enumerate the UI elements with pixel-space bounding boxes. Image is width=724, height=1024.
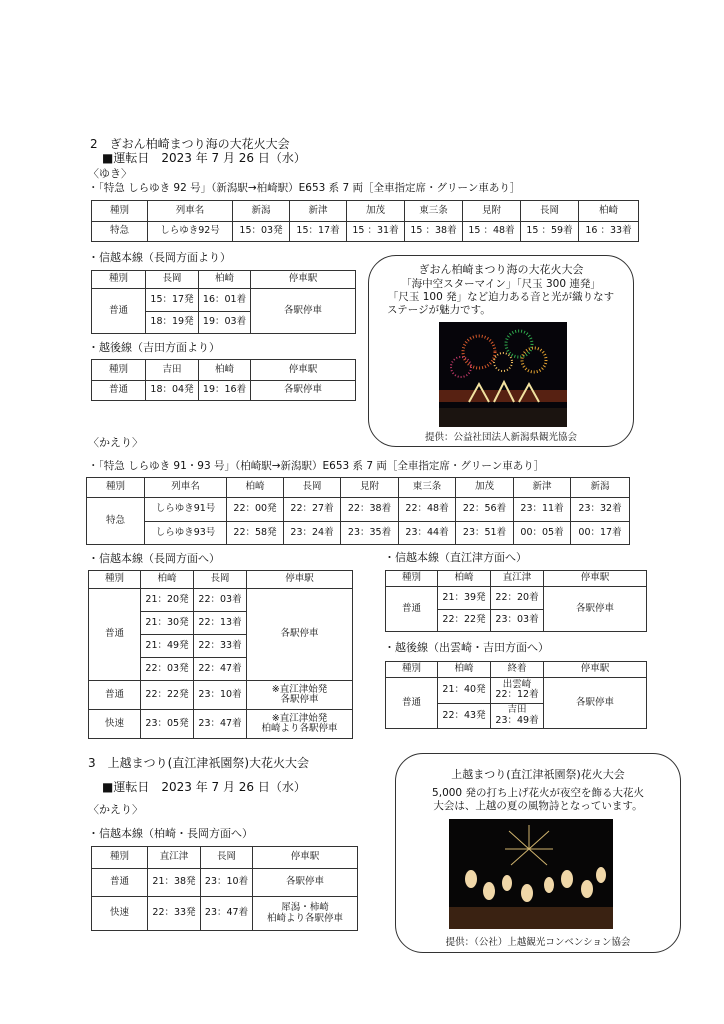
destination: 出雲崎 [502, 678, 532, 690]
cell [491, 703, 544, 729]
note-line: 犀潟・柿崎 [281, 902, 329, 914]
header-cell: 列車名 [148, 201, 233, 222]
header-cell: 種別 [386, 571, 438, 587]
cell: 15 ：38着 [405, 221, 463, 242]
info-box-line: 大会は、上越の夏の風物詩となっています。 [433, 800, 643, 812]
express-outbound-table [91, 200, 639, 242]
cell: 22：13着 [194, 612, 247, 635]
cell: 22：58発 [227, 521, 284, 545]
cell: 特急 [87, 498, 145, 545]
destination: 吉田 [507, 704, 527, 716]
table-header-row [89, 571, 353, 589]
cell: 00：05着 [514, 521, 571, 545]
arrival-time: 22：12着 [495, 689, 539, 701]
cell: 19：16着 [199, 380, 251, 401]
express-outbound-title: ・「特急 しらゆき 92 号」（新潟駅→柏崎駅）E653 系 7 両［全車指定席・グリーン車あり］ [88, 182, 521, 194]
cell: 21：39発 [438, 587, 491, 610]
cell: 普通 [89, 589, 141, 681]
table-row [386, 678, 647, 704]
cell: 22：03発 [141, 658, 194, 681]
fireworks-photo [439, 322, 567, 427]
cell [247, 681, 353, 710]
header-cell: 柏崎 [199, 271, 251, 289]
cell: 23：51着 [456, 521, 514, 545]
header-cell: 長岡 [194, 571, 247, 589]
cell: 15 ：31着 [347, 221, 405, 242]
cell: 21：38発 [148, 869, 201, 897]
table-row [89, 589, 353, 612]
outbound-label: 〈ゆき〉 [88, 167, 132, 180]
header-cell: 種別 [92, 201, 148, 222]
cell: 23：24着 [284, 521, 341, 545]
info-box-line: ステージが魅力です。 [387, 304, 491, 316]
info-box-line: 「海中空スターマイン」「尺玉 300 連発」 [401, 278, 601, 290]
cell: 23：44着 [399, 521, 456, 545]
cell: 23：10着 [194, 681, 247, 710]
cell: 15：17発 [146, 289, 199, 312]
cell: 16：01着 [199, 289, 251, 312]
fireworks-image [439, 322, 567, 427]
header-cell: 柏崎 [227, 478, 284, 498]
header-cell: 加茂 [347, 201, 405, 222]
cell: 22：22発 [141, 681, 194, 710]
header-cell: 長岡 [146, 271, 199, 289]
section3-table [91, 846, 358, 931]
header-cell: 列車名 [145, 478, 227, 498]
cell: 22：38着 [341, 498, 399, 522]
cell: 各駅停車 [544, 587, 647, 632]
header-cell: 停車駅 [544, 662, 647, 678]
cell: 23：11着 [514, 498, 571, 522]
header-cell: 吉田 [146, 360, 199, 381]
table-row [87, 521, 630, 545]
section3-return-label: 〈かえり〉 [88, 803, 143, 816]
cell: しらゆき91号 [145, 498, 227, 522]
shinetsu-to-naoetsu-table [385, 570, 647, 632]
cell: 19：03着 [199, 311, 251, 334]
cell: 15 ：59着 [521, 221, 579, 242]
note-line: 各駅停車 [280, 694, 319, 705]
cell: 各駅停車 [251, 289, 356, 334]
header-cell: 種別 [87, 478, 145, 498]
shinetsu-to-nagaoka-title: ・信越本線（長岡方面へ） [88, 552, 220, 565]
cell: 23：05発 [141, 710, 194, 739]
cell: 22：22発 [438, 609, 491, 632]
express-return-title: ・「特急 しらゆき 91・93 号」（柏崎駅→新潟駅）E653 系 7 両［全車指定席・グリーン車あり］ [88, 460, 545, 472]
header-cell: 種別 [386, 662, 438, 678]
cell: 21：49発 [141, 635, 194, 658]
cell: 22：00発 [227, 498, 284, 522]
header-cell: 停車駅 [247, 571, 353, 589]
header-cell: 加茂 [456, 478, 514, 498]
header-cell: 柏崎 [141, 571, 194, 589]
cell [491, 678, 544, 704]
info-box-line: 「尺玉 100 発」など迫力ある音と光が織りなす [387, 291, 615, 303]
shinetsu-inbound-table [91, 270, 356, 334]
cell: 22：43発 [438, 703, 491, 729]
header-cell: 長岡 [521, 201, 579, 222]
photo-credit: 提供：公益社団法人新潟県観光協会 [424, 432, 577, 443]
header-cell: 長岡 [201, 847, 253, 869]
cell: 16 ：33着 [579, 221, 639, 242]
header-cell: 新潟 [233, 201, 290, 222]
cell: 00：17着 [571, 521, 630, 545]
header-cell: 東三条 [399, 478, 456, 498]
photo-credit: 提供：（公社）上越観光コンベンション協会 [445, 937, 631, 948]
cell: 22：20着 [491, 587, 544, 610]
header-cell: 見附 [463, 201, 521, 222]
header-cell: 柏崎 [438, 662, 491, 678]
header-cell: 見附 [341, 478, 399, 498]
cell: 22：33着 [194, 635, 247, 658]
cell: 普通 [89, 681, 141, 710]
section2-title: 2 ぎおん柏崎まつり海の大花火大会 [90, 137, 290, 151]
shinetsu-to-naoetsu-title: ・信越本線（直江津方面へ） [384, 551, 527, 564]
info-box-title: ぎおん柏崎まつり海の大花火大会 [418, 263, 584, 276]
cell: 23：47着 [194, 710, 247, 739]
cell: しらゆき93号 [145, 521, 227, 545]
echigo-outbound-title: ・越後線（出雲崎・吉田方面へ） [384, 641, 549, 654]
cell: 各駅停車 [251, 380, 356, 401]
table-row [92, 897, 358, 931]
header-cell: 東三条 [405, 201, 463, 222]
cell: 普通 [92, 869, 148, 897]
cell: 各駅停車 [544, 678, 647, 729]
cell: 快速 [89, 710, 141, 739]
cell: 18：04発 [146, 380, 199, 401]
lanterns-fireworks-image [449, 819, 613, 929]
table-header-row [92, 847, 358, 869]
section3-title: 3 上越まつり(直江津祇園祭)大花火大会 [88, 756, 309, 770]
info-box-line: 5,000 発の打ち上げ花火が夜空を飾る大花火 [432, 787, 644, 799]
cell: 23：47着 [201, 897, 253, 931]
header-cell: 長岡 [284, 478, 341, 498]
joetsu-info-box [395, 753, 681, 953]
header-cell: 直江津 [491, 571, 544, 587]
cell [253, 897, 358, 931]
note-line: 柏崎より各駅停車 [261, 723, 338, 734]
cell: 22：48着 [399, 498, 456, 522]
header-cell: 種別 [92, 360, 146, 381]
cell: 21：40発 [438, 678, 491, 704]
header-cell: 柏崎 [579, 201, 639, 222]
cell: 15：17着 [290, 221, 347, 242]
header-cell: 新潟 [571, 478, 630, 498]
cell: 普通 [386, 678, 438, 729]
table-row [89, 681, 353, 710]
cell: 各駅停車 [253, 869, 358, 897]
echigo-outbound-table [385, 661, 647, 729]
kashiwazaki-info-box [368, 255, 634, 447]
cell: 22：47着 [194, 658, 247, 681]
header-cell: 種別 [92, 271, 146, 289]
cell: 23：35着 [341, 521, 399, 545]
arrival-time: 23：49着 [495, 714, 539, 726]
section3-line-title: ・信越本線（柏崎・長岡方面へ） [88, 827, 253, 840]
header-cell: 直江津 [148, 847, 201, 869]
cell: 15：03発 [233, 221, 290, 242]
cell: 21：30発 [141, 612, 194, 635]
cell: 15 ：48着 [463, 221, 521, 242]
cell: 普通 [386, 587, 438, 632]
table-header-row [386, 662, 647, 678]
table-row [92, 380, 356, 401]
header-cell: 停車駅 [251, 271, 356, 289]
section2-date: ■運転日 2023 年 7 月 26 日（水） [102, 151, 306, 165]
cell: しらゆき92号 [148, 221, 233, 242]
table-row [92, 869, 358, 897]
cell: 22：33発 [148, 897, 201, 931]
express-return-table [86, 477, 630, 545]
table-header-row [87, 478, 630, 498]
table-header-row [92, 360, 356, 381]
table-row [89, 710, 353, 739]
header-cell: 種別 [92, 847, 148, 869]
cell: 22：27着 [284, 498, 341, 522]
echigo-inbound-title: ・越後線（吉田方面より） [88, 341, 220, 354]
section3-date: ■運転日 2023 年 7 月 26 日（水） [102, 780, 306, 794]
cell: 22：03着 [194, 589, 247, 612]
table-row [87, 498, 630, 522]
header-cell: 柏崎 [199, 360, 251, 381]
header-cell: 停車駅 [251, 360, 356, 381]
shinetsu-inbound-title: ・信越本線（長岡方面より） [88, 251, 231, 264]
header-cell: 停車駅 [253, 847, 358, 869]
cell: 23：10着 [201, 869, 253, 897]
echigo-inbound-table [91, 359, 356, 401]
cell [247, 710, 353, 739]
cell: 22：56着 [456, 498, 514, 522]
cell: 23：03着 [491, 609, 544, 632]
header-cell: 新津 [514, 478, 571, 498]
table-row [92, 221, 639, 242]
table-row [92, 289, 356, 312]
table-header-row [92, 271, 356, 289]
cell: 普通 [92, 380, 146, 401]
header-cell: 柏崎 [438, 571, 491, 587]
cell: 各駅停車 [247, 589, 353, 681]
header-cell: 終着 [491, 662, 544, 678]
header-cell: 停車駅 [544, 571, 647, 587]
info-box-title: 上越まつり(直江津祇園祭)花火大会 [451, 768, 625, 781]
cell: 21：20発 [141, 589, 194, 612]
cell: 23：32着 [571, 498, 630, 522]
cell: 特急 [92, 221, 148, 242]
table-header-row [386, 571, 647, 587]
cell: 18：19発 [146, 311, 199, 334]
note-line: ※直江津始発 [271, 683, 328, 695]
header-cell: 新津 [290, 201, 347, 222]
return-label: 〈かえり〉 [88, 436, 143, 449]
cell: 普通 [92, 289, 146, 334]
shinetsu-to-nagaoka-table [88, 570, 353, 739]
header-cell: 種別 [89, 571, 141, 589]
joetsu-fireworks-photo [449, 819, 613, 929]
cell: 快速 [92, 897, 148, 931]
note-line: 柏崎より各駅停車 [266, 912, 343, 924]
table-header-row [92, 201, 639, 222]
table-row [386, 587, 647, 610]
note-line: ※直江津始発 [271, 712, 328, 724]
